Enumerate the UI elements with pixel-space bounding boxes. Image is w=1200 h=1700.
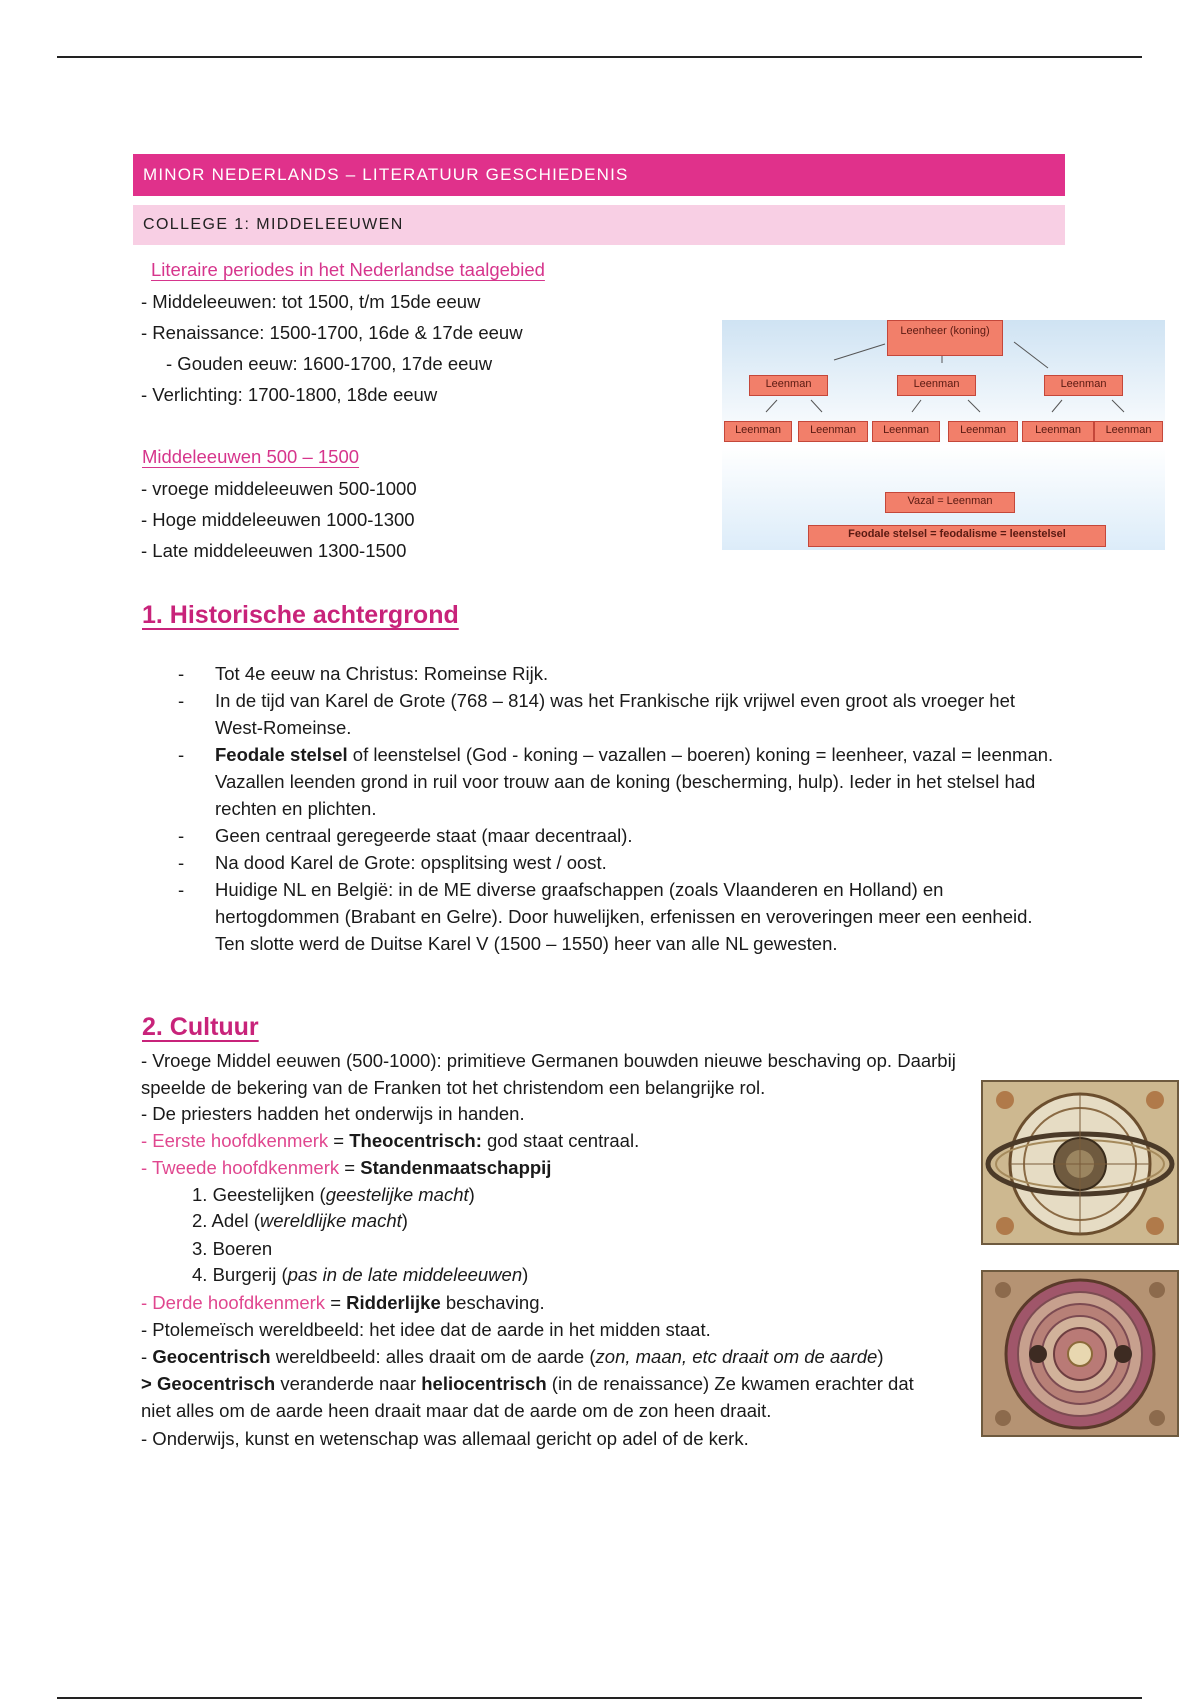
kenmerk-1: - Eerste hoofdkenmerk = Theocentrisch: god staat centraal. [141, 1130, 640, 1151]
geocentric-map-image [981, 1080, 1179, 1245]
period-item: - Verlichting: 1700-1800, 18de eeuw [141, 384, 438, 405]
cultuur-paragraph: speelde de bekering van de Franken tot het christendom een belangrijke rol. [141, 1077, 766, 1098]
leenman-box: Leenman [872, 421, 940, 442]
list-item: - Geen centraal geregeerde staat (maar decentraal). [178, 825, 633, 846]
list-item: - Na dood Karel de Grote: opsplitsing west / oost. [178, 852, 607, 873]
cultuur-paragraph: niet alles om de aarde heen draait maar dat de aarde om de zon heen draait. [141, 1400, 772, 1421]
leenman-box: Leenman [948, 421, 1018, 442]
stand-item: 2. Adel (wereldlijke macht) [192, 1210, 408, 1231]
leenman-box: Leenman [798, 421, 868, 442]
middeleeuwen-item: - vroege middeleeuwen 500-1000 [141, 478, 417, 499]
top-rule [57, 56, 1142, 58]
middeleeuwen-item: - Late middeleeuwen 1300-1500 [141, 540, 407, 561]
leenman-box: Leenman [1044, 375, 1123, 396]
historische-bullets [178, 660, 1058, 957]
leenman-box: Leenman [1022, 421, 1094, 442]
stand-item: 1. Geestelijken (geestelijke macht) [192, 1184, 475, 1205]
list-item: - In de tijd van Karel de Grote (768 – 814) was het Frankische rijk vrijwel even groot als vroeger het West-Romeinse. [178, 690, 1016, 738]
cultuur-paragraph: - Ptolemeïsch wereldbeeld: het idee dat de aarde in het midden staat. [141, 1319, 711, 1340]
heliocentric-map-image [981, 1270, 1179, 1437]
list-item: - Feodale stelsel of leenstelsel (God - koning – vazallen – boeren) koning = leenheer, vazal = leenman. Vazallen leenden grond in ruil voor trouw aan de koning (bescherming, hulp). Ieder in het stelsel had rechten en plichten. [178, 744, 1054, 819]
middeleeuwen-heading: Middeleeuwen 500 – 1500 [142, 446, 360, 467]
vazal-box: Vazal = Leenman [885, 492, 1015, 513]
geocentric-map-drawing [983, 1082, 1177, 1243]
document-title: MINOR NEDERLANDS – LITERATUUR GESCHIEDENIS [133, 154, 1065, 196]
period-item: - Middeleeuwen: tot 1500, t/m 15de eeuw [141, 291, 481, 312]
section-cultuur: 2. Cultuur [142, 1013, 259, 1041]
periods-heading: Literaire periodes in het Nederlandse taalgebied [151, 259, 545, 280]
heliocentric-map-drawing [983, 1272, 1177, 1435]
kenmerk-2: - Tweede hoofdkenmerk = Standenmaatschappij [141, 1157, 552, 1178]
stand-item: 4. Burgerij (pas in de late middeleeuwen) [192, 1264, 529, 1285]
kenmerk-3: - Derde hoofdkenmerk = Ridderlijke beschaving. [141, 1292, 545, 1313]
period-item: - Renaissance: 1500-1700, 16de & 17de eeuw [141, 322, 523, 343]
leenman-box: Leenman [897, 375, 976, 396]
feudal-diagram [722, 320, 1165, 550]
leenman-box: Leenman [1094, 421, 1163, 442]
cultuur-paragraph: > Geocentrisch veranderde naar heliocentrisch (in de renaissance) Ze kwamen erachter dat [141, 1373, 914, 1394]
list-item: - Tot 4e eeuw na Christus: Romeinse Rijk. [178, 663, 549, 684]
leenman-box: Leenman [724, 421, 792, 442]
cultuur-paragraph: - Geocentrisch wereldbeeld: alles draait om de aarde (zon, maan, etc draait om de aarde) [141, 1346, 884, 1367]
cultuur-paragraph: - Onderwijs, kunst en wetenschap was allemaal gericht op adel of de kerk. [141, 1428, 749, 1449]
feodaal-box: Feodale stelsel = feodalisme = leenstelsel [808, 525, 1106, 547]
cultuur-paragraph: - Vroege Middel eeuwen (500-1000): primitieve Germanen bouwden nieuwe beschaving op. Daarbij [141, 1050, 956, 1071]
leenheer-box: Leenheer (koning) [887, 320, 1003, 356]
cultuur-paragraph: - De priesters hadden het onderwijs in handen. [141, 1103, 525, 1124]
bottom-rule [57, 1697, 1142, 1699]
middeleeuwen-item: - Hoge middeleeuwen 1000-1300 [141, 509, 415, 530]
period-item: - Gouden eeuw: 1600-1700, 17de eeuw [166, 353, 493, 374]
leenman-box: Leenman [749, 375, 828, 396]
section-historische-achtergrond: 1. Historische achtergrond [142, 601, 459, 629]
list-item: - Huidige NL en België: in de ME diverse graafschappen (zoals Vlaanderen en Holland) en hertogdommen (Brabant en Gelre). Door huwelijken, erfenissen en veroveringen meer een eenheid. Ten slotte werd de Duitse Karel V (1500 – 1550) heer van alle NL gewesten. [178, 879, 1033, 954]
stand-item: 3. Boeren [192, 1238, 273, 1259]
college-subtitle: COLLEGE 1: MIDDELEEUWEN [133, 205, 1065, 245]
